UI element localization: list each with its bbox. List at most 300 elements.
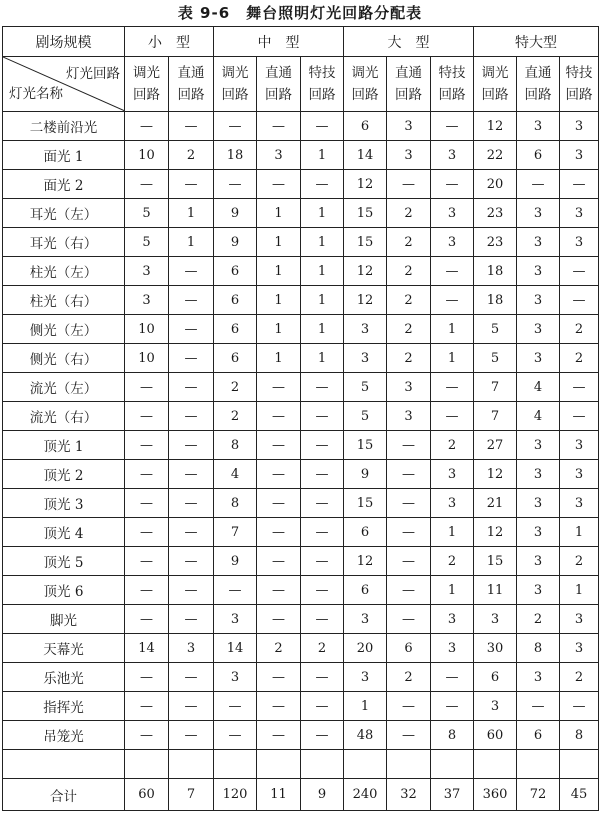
- table-cell: 3: [560, 228, 599, 257]
- light-name: 侧光（右）: [3, 344, 125, 373]
- table-cell: 2: [387, 199, 431, 228]
- table-cell: —: [169, 460, 214, 489]
- table-cell: 2: [560, 547, 599, 576]
- table-cell: —: [301, 460, 344, 489]
- table-cell: 2: [387, 257, 431, 286]
- table-cell: 27: [474, 431, 517, 460]
- table-cell: —: [257, 721, 301, 750]
- table-title: 表 9-6 舞台照明灯光回路分配表: [177, 4, 423, 22]
- table-row: [3, 663, 599, 692]
- table-cell: —: [125, 489, 169, 518]
- table-cell: 3: [125, 257, 169, 286]
- table-cell: 1: [560, 518, 599, 547]
- table-cell: 3: [517, 460, 560, 489]
- table-cell: 1: [431, 344, 474, 373]
- table-cell: —: [257, 576, 301, 605]
- light-name: 顶光 6: [3, 576, 125, 605]
- table-cell: 1: [301, 257, 344, 286]
- table-cell: 3: [560, 141, 599, 170]
- table-cell: 6: [344, 112, 387, 141]
- table-cell: —: [431, 402, 474, 431]
- table-cell: 9: [344, 460, 387, 489]
- table-cell: 7: [474, 402, 517, 431]
- table-cell: 6: [517, 141, 560, 170]
- table-cell: 12: [474, 460, 517, 489]
- table-cell: 1: [257, 344, 301, 373]
- table-cell: —: [169, 344, 214, 373]
- table-cell: 3: [431, 634, 474, 663]
- table-cell: 60: [474, 721, 517, 750]
- table-cell: 5: [125, 199, 169, 228]
- table-cell: 2: [387, 286, 431, 315]
- table-cell: 1: [257, 257, 301, 286]
- header-row-circuits: [3, 57, 599, 112]
- table-cell: 18: [474, 286, 517, 315]
- table-cell: 3: [474, 692, 517, 721]
- table-cell: —: [125, 431, 169, 460]
- table-cell: 3: [517, 344, 560, 373]
- table-cell: —: [301, 721, 344, 750]
- table-cell: 14: [214, 634, 257, 663]
- table-cell: 6: [517, 721, 560, 750]
- table-cell: —: [560, 286, 599, 315]
- corner-label-scale: 剧场规模: [3, 27, 125, 57]
- table-cell: 9: [214, 228, 257, 257]
- table-cell: 3: [431, 228, 474, 257]
- medium-special-circuit: 特技 回路: [301, 57, 344, 112]
- table-cell: —: [257, 170, 301, 199]
- table-cell: 3: [517, 112, 560, 141]
- table-cell: 1: [301, 286, 344, 315]
- light-name: 耳光（左）: [3, 199, 125, 228]
- table-cell: —: [214, 170, 257, 199]
- table-cell: —: [257, 547, 301, 576]
- table-cell: 2: [387, 663, 431, 692]
- table-cell: 3: [517, 228, 560, 257]
- light-name: 二楼前沿光: [3, 112, 125, 141]
- table-cell: —: [257, 460, 301, 489]
- table-cell: —: [125, 170, 169, 199]
- table-cell: 1: [169, 228, 214, 257]
- total-label: 合计: [3, 779, 125, 811]
- table-cell: 3: [517, 257, 560, 286]
- table-cell: —: [257, 489, 301, 518]
- table-row: [3, 721, 599, 750]
- table-cell: —: [560, 257, 599, 286]
- table-cell: —: [169, 721, 214, 750]
- table-cell: —: [214, 576, 257, 605]
- table-cell: 10: [125, 315, 169, 344]
- table-row: [3, 373, 599, 402]
- total-cell: 240: [344, 779, 387, 811]
- group-medium: 中 型: [214, 27, 344, 57]
- table-row: [3, 286, 599, 315]
- table-cell: 3: [517, 518, 560, 547]
- table-row: [3, 431, 599, 460]
- table-cell: 21: [474, 489, 517, 518]
- table-cell: —: [125, 402, 169, 431]
- xl-direct-circuit: 直通 回路: [517, 57, 560, 112]
- table-cell: —: [431, 112, 474, 141]
- group-small: 小 型: [125, 27, 214, 57]
- table-cell: —: [387, 547, 431, 576]
- total-cell: 7: [169, 779, 214, 811]
- xl-special-circuit: 特技 回路: [560, 57, 599, 112]
- table-cell: —: [169, 402, 214, 431]
- table-cell: —: [387, 576, 431, 605]
- table-cell: 4: [517, 373, 560, 402]
- table-cell: —: [169, 663, 214, 692]
- table-cell: 2: [431, 547, 474, 576]
- total-cell: 11: [257, 779, 301, 811]
- table-cell: —: [560, 692, 599, 721]
- table-cell: —: [257, 692, 301, 721]
- table-cell: —: [257, 112, 301, 141]
- light-name: 脚光: [3, 605, 125, 634]
- table-cell: 3: [344, 344, 387, 373]
- table-cell: 1: [431, 518, 474, 547]
- light-name: 面光 1: [3, 141, 125, 170]
- table-cell: —: [169, 605, 214, 634]
- table-cell: 3: [125, 286, 169, 315]
- table-cell: —: [301, 518, 344, 547]
- table-cell: 6: [474, 663, 517, 692]
- table-cell: —: [169, 170, 214, 199]
- medium-dim-circuit: 调光 回路: [214, 57, 257, 112]
- table-cell: 3: [387, 373, 431, 402]
- table-cell: —: [125, 112, 169, 141]
- table-cell: —: [301, 431, 344, 460]
- table-cell: 1: [257, 315, 301, 344]
- table-cell: 12: [474, 518, 517, 547]
- table-cell: 3: [257, 141, 301, 170]
- table-cell: 6: [214, 257, 257, 286]
- table-cell: —: [257, 402, 301, 431]
- table-row: [3, 141, 599, 170]
- table-cell: —: [125, 721, 169, 750]
- table-cell: 2: [214, 402, 257, 431]
- table-cell: 2: [560, 315, 599, 344]
- table-cell: 7: [214, 518, 257, 547]
- table-cell: —: [125, 576, 169, 605]
- table-cell: 3: [169, 634, 214, 663]
- corner-label-circuit: 灯光回路: [66, 66, 120, 82]
- table-cell: 1: [257, 286, 301, 315]
- total-cell: 360: [474, 779, 517, 811]
- table-cell: 3: [560, 460, 599, 489]
- table-cell: 3: [387, 402, 431, 431]
- table-cell: 8: [214, 431, 257, 460]
- table-row: [3, 170, 599, 199]
- table-cell: —: [257, 605, 301, 634]
- table-cell: —: [125, 373, 169, 402]
- table-cell: —: [301, 547, 344, 576]
- table-cell: —: [431, 373, 474, 402]
- table-cell: —: [125, 605, 169, 634]
- table-cell: —: [169, 489, 214, 518]
- table-cell: 1: [431, 315, 474, 344]
- table-cell: 1: [301, 315, 344, 344]
- table-cell: —: [301, 576, 344, 605]
- total-cell: 60: [125, 779, 169, 811]
- table-cell: 1: [560, 576, 599, 605]
- table-cell: 10: [125, 141, 169, 170]
- table-cell: 18: [474, 257, 517, 286]
- table-row: [3, 257, 599, 286]
- table-cell: 1: [301, 344, 344, 373]
- table-cell: —: [257, 518, 301, 547]
- diagonal-header-cell: [3, 57, 125, 112]
- table-cell: 5: [474, 344, 517, 373]
- table-cell: 3: [431, 460, 474, 489]
- total-cell: 72: [517, 779, 560, 811]
- table-cell: —: [125, 692, 169, 721]
- table-cell: 6: [387, 634, 431, 663]
- table-cell: 5: [125, 228, 169, 257]
- light-name: 乐池光: [3, 663, 125, 692]
- total-cell: 45: [560, 779, 599, 811]
- table-cell: —: [125, 547, 169, 576]
- table-row: [3, 199, 599, 228]
- table-cell: —: [387, 692, 431, 721]
- table-row: [3, 518, 599, 547]
- table-cell: —: [431, 286, 474, 315]
- table-cell: 3: [517, 286, 560, 315]
- table-cell: 9: [214, 199, 257, 228]
- table-cell: —: [431, 257, 474, 286]
- table-row: [3, 605, 599, 634]
- table-cell: 2: [214, 373, 257, 402]
- light-name: 顶光 1: [3, 431, 125, 460]
- table-row: [3, 344, 599, 373]
- small-dim-circuit: 调光 回路: [125, 57, 169, 112]
- table-cell: —: [169, 547, 214, 576]
- table-cell: —: [387, 431, 431, 460]
- table-cell: 48: [344, 721, 387, 750]
- table-cell: 3: [344, 663, 387, 692]
- table-row: [3, 402, 599, 431]
- table-cell: —: [169, 257, 214, 286]
- table-cell: 12: [474, 112, 517, 141]
- light-name: 指挥光: [3, 692, 125, 721]
- table-cell: —: [387, 489, 431, 518]
- table-cell: 14: [344, 141, 387, 170]
- table-cell: 2: [301, 634, 344, 663]
- table-cell: 3: [517, 431, 560, 460]
- table-cell: —: [387, 170, 431, 199]
- total-cell: 37: [431, 779, 474, 811]
- table-cell: 3: [387, 141, 431, 170]
- corner-label-light-name: 灯光名称: [9, 86, 63, 102]
- table-row: [3, 315, 599, 344]
- table-cell: 1: [301, 228, 344, 257]
- light-name: 面光 2: [3, 170, 125, 199]
- total-cell: 9: [301, 779, 344, 811]
- table-row: [3, 228, 599, 257]
- table-cell: —: [301, 692, 344, 721]
- table-cell: —: [387, 518, 431, 547]
- table-cell: —: [301, 112, 344, 141]
- table-cell: 2: [517, 605, 560, 634]
- table-cell: 30: [474, 634, 517, 663]
- table-cell: 23: [474, 228, 517, 257]
- table-cell: 12: [344, 286, 387, 315]
- table-cell: 6: [214, 344, 257, 373]
- table-cell: 3: [560, 199, 599, 228]
- table-cell: 3: [560, 634, 599, 663]
- table-cell: 8: [214, 489, 257, 518]
- table-cell: 3: [560, 605, 599, 634]
- table-cell: 3: [344, 315, 387, 344]
- table-cell: 2: [431, 431, 474, 460]
- table-cell: 8: [431, 721, 474, 750]
- table-cell: 2: [257, 634, 301, 663]
- table-cell: —: [169, 576, 214, 605]
- table-cell: —: [125, 460, 169, 489]
- light-name: 顶光 5: [3, 547, 125, 576]
- table-cell: 3: [560, 431, 599, 460]
- table-cell: —: [387, 721, 431, 750]
- table-cell: —: [560, 170, 599, 199]
- table-cell: —: [301, 489, 344, 518]
- light-name: 流光（右）: [3, 402, 125, 431]
- table-row: [3, 634, 599, 663]
- table-cell: —: [301, 663, 344, 692]
- table-cell: 18: [214, 141, 257, 170]
- table-cell: 15: [344, 431, 387, 460]
- light-name: 流光（左）: [3, 373, 125, 402]
- table-cell: 8: [560, 721, 599, 750]
- table-cell: 3: [517, 315, 560, 344]
- table-cell: 2: [387, 344, 431, 373]
- table-cell: 7: [474, 373, 517, 402]
- table-cell: 5: [474, 315, 517, 344]
- table-cell: 2: [169, 141, 214, 170]
- light-name: 吊笼光: [3, 721, 125, 750]
- table-cell: —: [169, 112, 214, 141]
- table-cell: —: [169, 373, 214, 402]
- table-cell: —: [431, 170, 474, 199]
- table-cell: 20: [344, 634, 387, 663]
- table-cell: 15: [344, 489, 387, 518]
- medium-direct-circuit: 直通 回路: [257, 57, 301, 112]
- table-cell: 1: [257, 199, 301, 228]
- table-cell: 8: [517, 634, 560, 663]
- table-cell: 3: [431, 199, 474, 228]
- table-cell: 6: [214, 315, 257, 344]
- table-cell: 22: [474, 141, 517, 170]
- table-cell: 1: [301, 199, 344, 228]
- light-name: 顶光 4: [3, 518, 125, 547]
- group-large: 大 型: [344, 27, 474, 57]
- table-cell: 2: [387, 315, 431, 344]
- table-cell: —: [387, 605, 431, 634]
- table-cell: 23: [474, 199, 517, 228]
- table-cell: 20: [474, 170, 517, 199]
- table-cell: 6: [344, 518, 387, 547]
- table-cell: 3: [517, 199, 560, 228]
- table-cell: 10: [125, 344, 169, 373]
- table-cell: 3: [344, 605, 387, 634]
- table-cell: —: [125, 518, 169, 547]
- table-cell: 3: [214, 663, 257, 692]
- table-cell: —: [169, 315, 214, 344]
- table-cell: —: [560, 402, 599, 431]
- table-row: [3, 460, 599, 489]
- table-cell: —: [257, 373, 301, 402]
- table-cell: 3: [517, 663, 560, 692]
- table-row: [3, 576, 599, 605]
- light-name: 侧光（左）: [3, 315, 125, 344]
- table-cell: 2: [387, 228, 431, 257]
- lighting-circuit-table: [2, 26, 599, 811]
- table-cell: 15: [474, 547, 517, 576]
- total-row: [3, 779, 599, 811]
- table-cell: —: [301, 170, 344, 199]
- blank-row: [3, 750, 599, 779]
- light-name: 顶光 3: [3, 489, 125, 518]
- table-cell: 3: [214, 605, 257, 634]
- table-cell: —: [125, 663, 169, 692]
- table-cell: 9: [214, 547, 257, 576]
- table-cell: —: [214, 112, 257, 141]
- table-cell: —: [214, 692, 257, 721]
- table-cell: 5: [344, 373, 387, 402]
- table-cell: 3: [560, 489, 599, 518]
- total-cell: 32: [387, 779, 431, 811]
- table-cell: 15: [344, 199, 387, 228]
- table-cell: —: [214, 721, 257, 750]
- table-row: [3, 489, 599, 518]
- table-cell: —: [169, 286, 214, 315]
- table-cell: 2: [560, 344, 599, 373]
- large-dim-circuit: 调光 回路: [344, 57, 387, 112]
- light-name: 柱光（左）: [3, 257, 125, 286]
- table-cell: 1: [301, 141, 344, 170]
- table-cell: 6: [344, 576, 387, 605]
- table-cell: —: [301, 373, 344, 402]
- table-cell: —: [560, 373, 599, 402]
- table-cell: —: [301, 605, 344, 634]
- light-name: 柱光（右）: [3, 286, 125, 315]
- table-cell: 12: [344, 170, 387, 199]
- table-cell: 3: [517, 576, 560, 605]
- table-cell: —: [169, 692, 214, 721]
- table-cell: —: [517, 692, 560, 721]
- table-cell: 3: [517, 547, 560, 576]
- table-cell: —: [387, 460, 431, 489]
- large-direct-circuit: 直通 回路: [387, 57, 431, 112]
- light-name: 耳光（右）: [3, 228, 125, 257]
- light-name: 天幕光: [3, 634, 125, 663]
- table-row: [3, 547, 599, 576]
- table-cell: —: [169, 518, 214, 547]
- table-cell: —: [301, 402, 344, 431]
- table-cell: 3: [387, 112, 431, 141]
- table-cell: 11: [474, 576, 517, 605]
- total-cell: 120: [214, 779, 257, 811]
- table-cell: —: [431, 692, 474, 721]
- table-cell: 1: [344, 692, 387, 721]
- table-cell: 3: [517, 489, 560, 518]
- table-cell: 4: [214, 460, 257, 489]
- table-cell: —: [257, 663, 301, 692]
- table-row: [3, 692, 599, 721]
- table-cell: 14: [125, 634, 169, 663]
- table-cell: 5: [344, 402, 387, 431]
- table-cell: 12: [344, 547, 387, 576]
- table-cell: 3: [431, 489, 474, 518]
